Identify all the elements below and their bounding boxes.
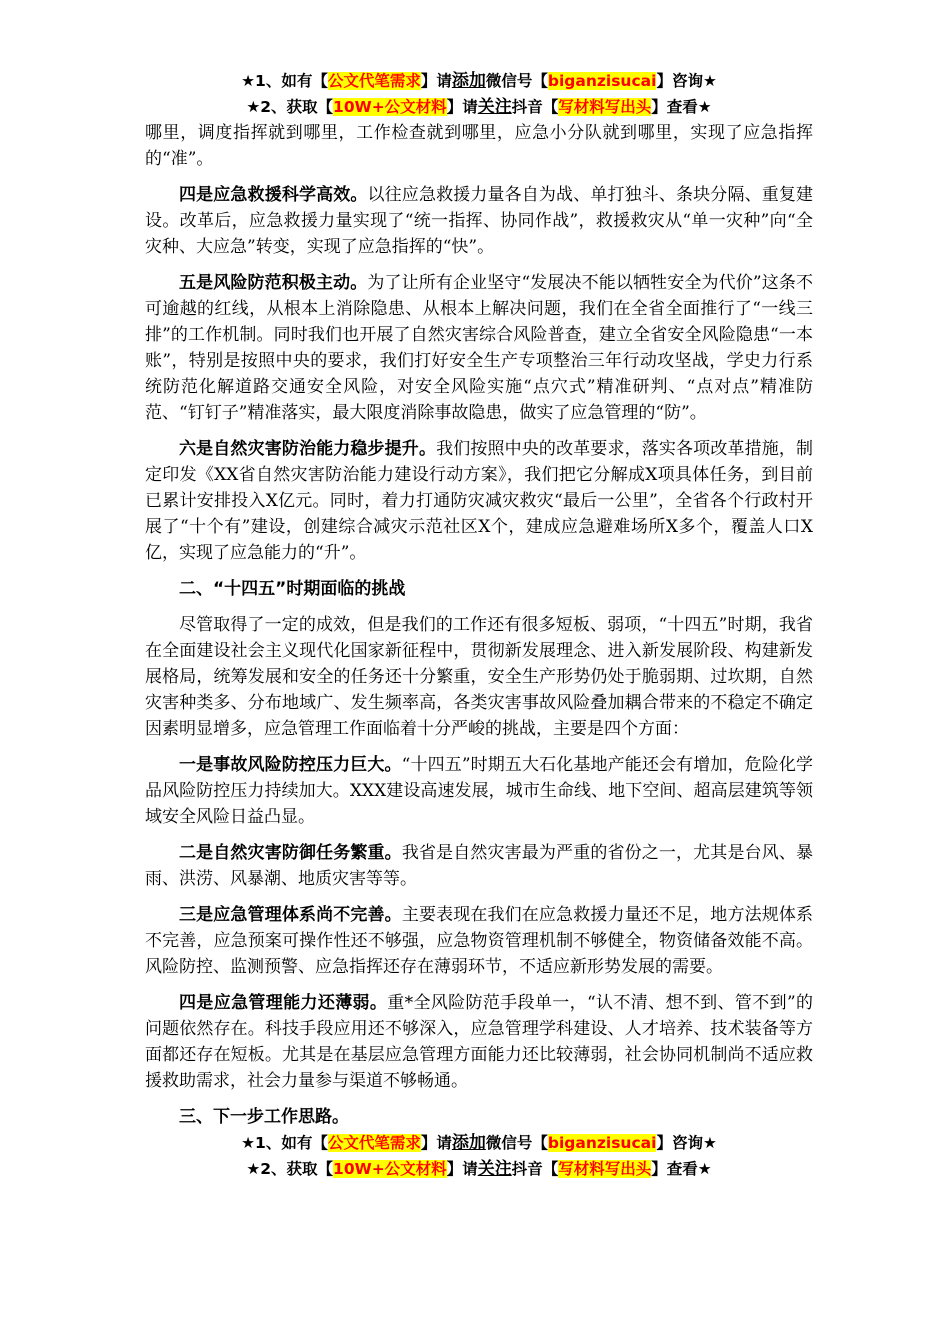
promo-text: 微信号【 (485, 1134, 548, 1152)
paragraph-lead: 一是事故风险防控压力巨大。 (179, 755, 402, 775)
paragraph-text: 我们按照中央的改革要求，落实各项改革措施，制定印发《XX省自然灾害防治能力建设行动方案》，我们把它分解成X项具体任务，到目前已累计安排投入X亿元。同时，着力打通防灾减灾救灾“最后一公里”，全省各个行政村开展了“十个有”建设，创建综合减灾示范社区X个，建成应急避难场所X多个，覆盖人口X亿，实现了应急能力的“升”。 (145, 439, 814, 563)
paragraph (145, 840, 813, 892)
promo-text: 微信号【 (485, 72, 548, 90)
promo-banner-bottom (145, 1130, 813, 1182)
promo-emphasis: 关注 (477, 97, 512, 117)
promo-highlight: 公文代笔需求 (327, 1134, 421, 1152)
promo-text: 】查看★ (651, 1160, 712, 1178)
paragraph-text: 为了让所有企业坚守“发展决不能以牺牲安全为代价”这条不可逾越的红线，从根本上消除隐患、从根本上解决问题，我们在全省全面推行了“一线三排”的工作机制。同时我们也开展了自然灾害综合风险普查，建立全省安全风险隐患“一本账”，特别是按照中央的要求，我们打好安全生产专项整治三年行动攻坚战，学史力行系统防范化解道路交通安全风险，对安全风险实施“点穴式”精准研判、“点对点”精准防范、“钉钉子”精准落实，最大限度消除事故隐患，做实了应急管理的“防”。 (145, 273, 813, 423)
paragraph-lead: 四是应急救援科学高效。 (179, 185, 368, 205)
section-heading: 三、下一步工作思路。 (179, 1107, 349, 1127)
paragraph-text: “十四五”时期五大石化基地产能还会有增加，危险化学品风险防控压力持续加大。XXX建设高速发展，城市生命线、地下空间、超高层建筑等领域安全风险日益凸显。 (145, 755, 813, 827)
paragraph-lead: 六是自然灾害防治能力稳步提升。 (179, 439, 437, 459)
document-body (145, 120, 813, 1130)
promo-text: 抖音【 (511, 1160, 559, 1178)
paragraph (145, 990, 813, 1094)
promo-highlight: 写材料写出头 (558, 98, 652, 116)
paragraph-text: 我省是自然灾害最为严重的省份之一，尤其是台风、暴雨、洪涝、风暴潮、地质灾害等等。 (145, 843, 814, 889)
promo-text: ★2、获取【 (246, 98, 334, 116)
paragraph (145, 270, 813, 426)
promo-text: ★1、如有【 (241, 72, 328, 90)
promo-text: 】咨询★ (656, 72, 717, 90)
promo-text: 】请 (420, 1134, 452, 1152)
promo-line-2 (145, 94, 813, 120)
promo-text: ★1、如有【 (241, 1134, 328, 1152)
promo-line-1 (145, 1130, 813, 1156)
promo-highlight: biganzisucai (547, 72, 657, 90)
promo-highlight: biganzisucai (547, 1134, 657, 1152)
paragraph-text: 主要表现在我们在应急救援力量还不足，地方法规体系不完善，应急预案可操作性还不够强，应急物资管理机制不够健全，物资储备效能不高。风险防控、监测预警、应急指挥还存在薄弱环节，不适应新形势发展的需要。 (145, 905, 814, 977)
document-page (145, 68, 813, 1182)
paragraph-lead: 二是自然灾害防御任务繁重。 (179, 843, 402, 863)
section-heading: 二、“十四五”时期面临的挑战 (179, 579, 406, 599)
paragraph-lead: 四是应急管理能力还薄弱。 (179, 993, 388, 1013)
paragraph-text: 重*全风险防范手段单一，“认不清、想不到、管不到”的问题依然存在。科技手段应用还不够深入，应急管理学科建设、人才培养、技术装备等方面都还存在短板。尤其是在基层应急管理方面能力还比较薄弱，社会协同机制尚不适应救援救助需求，社会力量参与渠道不够畅通。 (145, 993, 814, 1091)
promo-highlight: 10W+公文材料 (333, 1160, 447, 1178)
paragraph-lead: 五是风险防范积极主动。 (179, 273, 368, 293)
paragraph (145, 752, 813, 830)
promo-highlight: 公文代笔需求 (327, 72, 421, 90)
paragraph-lead: 三是应急管理体系尚不完善。 (179, 905, 402, 925)
promo-emphasis: 关注 (477, 1159, 512, 1179)
paragraph: 尽管取得了一定的成效，但是我们的工作还有很多短板、弱项，“十四五”时期，我省在全面建设社会主义现代化国家新征程中，贯彻新发展理念、进入新发展阶段、构建新发展格局，统筹发展和安全的任务还十分繁重，安全生产形势仍处于脆弱期、过坎期，自然灾害种类多、分布地域广、发生频率高，各类灾害事故风险叠加耦合带来的不稳定不确定因素明显增多，应急管理工作面临着十分严峻的挑战，主要是四个方面： (145, 615, 813, 739)
paragraph (145, 436, 813, 566)
promo-text: 】请 (446, 98, 478, 116)
promo-text: ★2、获取【 (246, 1160, 334, 1178)
promo-text: 】咨询★ (656, 1134, 717, 1152)
promo-text: 】请 (446, 1160, 478, 1178)
promo-text: 】请 (420, 72, 452, 90)
promo-text: 】查看★ (651, 98, 712, 116)
promo-emphasis: 添加 (451, 71, 486, 91)
promo-highlight: 10W+公文材料 (333, 98, 447, 116)
paragraph-text: 以往应急救援力量各自为战、单打独斗、条块分隔、重复建设。改革后，应急救援力量实现了“统一指挥、协同作战”，救援救灾从“单一灾种”向“全灾种、大应急”转变，实现了应急指挥的“快”。 (145, 185, 814, 257)
promo-emphasis: 添加 (451, 1133, 486, 1153)
promo-text: 抖音【 (511, 98, 559, 116)
promo-banner-top (145, 68, 813, 120)
paragraph: 哪里，调度指挥就到哪里，工作检查就到哪里，应急小分队就到哪里，实现了应急指挥的“准”。 (145, 123, 813, 169)
promo-line-1 (145, 68, 813, 94)
paragraph (145, 182, 813, 260)
paragraph (145, 902, 813, 980)
promo-highlight: 写材料写出头 (558, 1160, 652, 1178)
promo-line-2 (145, 1156, 813, 1182)
